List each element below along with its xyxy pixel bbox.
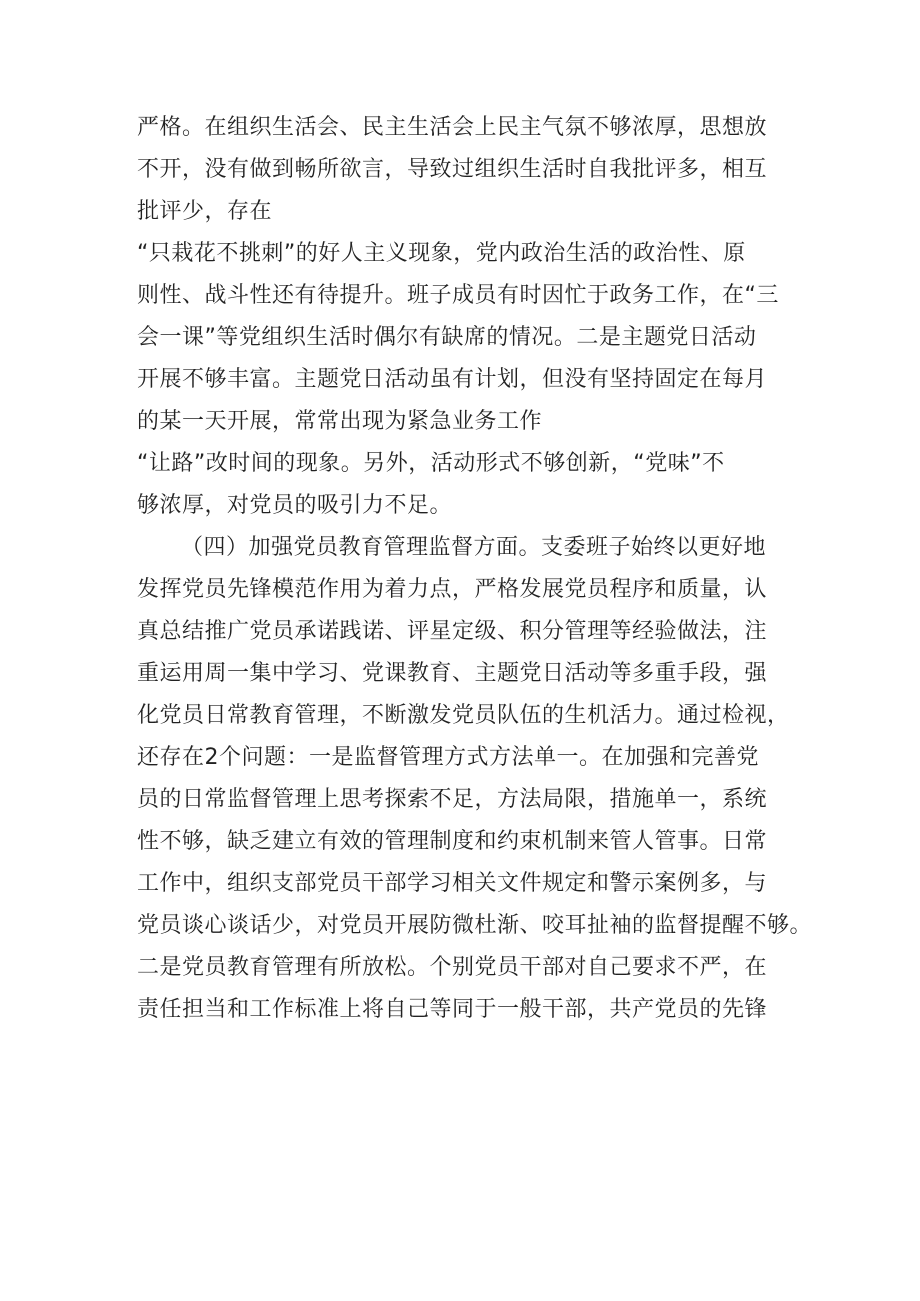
text-line: “让路”改时间的现象。另外，活动形式不够创新，“党味”不 <box>137 451 725 476</box>
text-line-first: （四）加强党员教育管理监督方面。支委班子始终以更好地 <box>181 535 767 560</box>
text-line: 重运用周一集中学习、党课教育、主题党日活动等多重手段，强 <box>137 661 768 686</box>
text-line: 党员谈心谈话少，对党员开展防微杜渐、咬耳扯袖的监督提醒不够。 <box>137 913 813 938</box>
text-line: 发挥党员先锋模范作用为着力点，严格发展党员程序和质量，认 <box>137 577 768 602</box>
text-line: 不开，没有做到畅所欲言，导致过组织生活时自我批评多，相互 <box>137 157 768 182</box>
text-line: 员的日常监督管理上思考探索不足，方法局限，措施单一，系统 <box>137 787 768 812</box>
document-body <box>137 107 813 1031</box>
paragraph-1 <box>137 107 797 527</box>
text-line: 严格。在组织生活会、民主生活会上民主气氛不够浓厚，思想放 <box>137 115 768 140</box>
text-line: 真总结推广党员承诺践诺、评星定级、积分管理等经验做法，注 <box>137 619 768 644</box>
text-line: 则性、战斗性还有待提升。班子成员有时因忙于政务工作，在“三 <box>137 283 779 308</box>
text-line: 工作中，组织支部党员干部学习相关文件规定和警示案例多，与 <box>137 871 768 896</box>
text-line: 会一课”等党组织生活时偶尔有缺席的情况。二是主题党日活动 <box>137 325 757 350</box>
paragraph-2 <box>137 527 813 1031</box>
text-line: 开展不够丰富。主题党日活动虽有计划，但没有坚持固定在每月 <box>137 367 768 392</box>
text-line: 化党员日常教育管理，不断激发党员队伍的生机活力。通过检视， <box>137 703 790 728</box>
text-line: 二是党员教育管理有所放松。个别党员干部对自己要求不严，在 <box>137 955 768 980</box>
text-line: 批评少，存在 <box>137 199 273 224</box>
text-line: 性不够，缺乏建立有效的管理制度和约束机制来管人管事。日常 <box>137 829 768 854</box>
text-line: 还存在2个问题：一是监督管理方式方法单一。在加强和完善党 <box>137 745 759 770</box>
text-line: 够浓厚，对党员的吸引力不足。 <box>137 493 453 518</box>
text-line: 责任担当和工作标准上将自己等同于一般干部，共产党员的先锋 <box>137 997 768 1022</box>
text-line: 的某一天开展，常常出现为紧急业务工作 <box>137 409 543 434</box>
text-line: “只栽花不挑刺”的好人主义现象，党内政治生活的政治性、原 <box>137 241 746 266</box>
